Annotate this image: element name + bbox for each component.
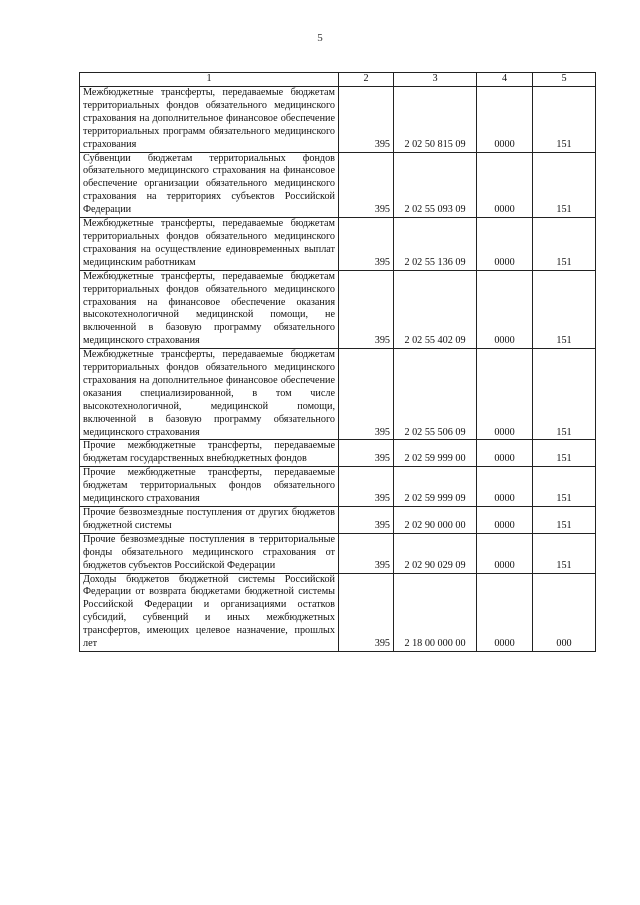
row-admin-code: 395	[339, 533, 394, 573]
row-kosgu-code: 151	[533, 218, 596, 271]
row-kosgu-code: 151	[533, 270, 596, 348]
header-cell-3: 3	[394, 73, 477, 87]
table-row	[80, 349, 596, 440]
row-admin-code: 395	[339, 440, 394, 467]
row-admin-code: 395	[339, 152, 394, 218]
row-admin-code: 395	[339, 349, 394, 440]
table-row	[80, 533, 596, 573]
row-income-code: 2 02 90 029 09	[394, 533, 477, 573]
page-number: 5	[317, 32, 323, 44]
row-income-code: 2 02 55 506 09	[394, 349, 477, 440]
row-kosgu-code: 151	[533, 533, 596, 573]
row-admin-code: 395	[339, 218, 394, 271]
row-program-code: 0000	[477, 467, 533, 507]
row-program-code: 0000	[477, 533, 533, 573]
header-cell-2: 2	[339, 73, 394, 87]
table-header-row	[80, 73, 596, 87]
row-income-code: 2 02 50 815 09	[394, 87, 477, 153]
table-row	[80, 573, 596, 651]
row-name: Прочие безвозмездные поступления от других бюджетов бюджетной системы	[80, 507, 339, 534]
row-income-code: 2 02 55 093 09	[394, 152, 477, 218]
table-row	[80, 440, 596, 467]
row-name: Прочие межбюджетные трансферты, передаваемые бюджетам территориальных фондов обязательного медицинского страхования	[80, 467, 339, 507]
row-admin-code: 395	[339, 507, 394, 534]
row-name: Доходы бюджетов бюджетной системы Российской Федерации от возврата бюджетами бюджетной системы Российской Федерации и организациями остатков субсидий, субвенций и иных межбюджетных трансфертов, имеющих целевое назначение, прошлых лет	[80, 573, 339, 651]
row-name: Межбюджетные трансферты, передаваемые бюджетам территориальных фондов обязательного медицинского страхования на дополнительное финансовое обеспечение территориальных программ обязательного медицинского страхования	[80, 87, 339, 153]
row-income-code: 2 02 59 999 00	[394, 440, 477, 467]
row-income-code: 2 02 59 999 09	[394, 467, 477, 507]
row-program-code: 0000	[477, 270, 533, 348]
row-program-code: 0000	[477, 573, 533, 651]
row-kosgu-code: 151	[533, 152, 596, 218]
row-name: Субвенции бюджетам территориальных фондов обязательного медицинского страхования на финансовое обеспечение организации обязательного медицинского страхования на территориях субъектов Российской Федерации	[80, 152, 339, 218]
row-program-code: 0000	[477, 218, 533, 271]
row-name: Межбюджетные трансферты, передаваемые бюджетам территориальных фондов обязательного медицинского страхования на финансовое обеспечение оказания высокотехнологичной медицинской помощи, не включенной в базовую программу обязательного медицинского страхования	[80, 270, 339, 348]
table-row	[80, 87, 596, 153]
row-income-code: 2 18 00 000 00	[394, 573, 477, 651]
row-program-code: 0000	[477, 152, 533, 218]
row-name: Прочие межбюджетные трансферты, передаваемые бюджетам государственных внебюджетных фондов	[80, 440, 339, 467]
row-income-code: 2 02 55 402 09	[394, 270, 477, 348]
row-kosgu-code: 151	[533, 467, 596, 507]
row-kosgu-code: 000	[533, 573, 596, 651]
table-row	[80, 467, 596, 507]
table-row	[80, 270, 596, 348]
row-admin-code: 395	[339, 270, 394, 348]
row-name: Межбюджетные трансферты, передаваемые бюджетам территориальных фондов обязательного медицинского страхования на осуществление единовременных выплат медицинским работникам	[80, 218, 339, 271]
header-cell-1: 1	[80, 73, 339, 87]
row-name: Межбюджетные трансферты, передаваемые бюджетам территориальных фондов обязательного медицинского страхования на дополнительное финансовое обеспечение оказания специализированной, в том числе высокотехнологичной, медицинской помощи, включенной в базовую программу обязательного медицинского страхования	[80, 349, 339, 440]
row-kosgu-code: 151	[533, 440, 596, 467]
row-program-code: 0000	[477, 440, 533, 467]
row-program-code: 0000	[477, 349, 533, 440]
row-income-code: 2 02 55 136 09	[394, 218, 477, 271]
row-program-code: 0000	[477, 507, 533, 534]
row-kosgu-code: 151	[533, 87, 596, 153]
table-row	[80, 218, 596, 271]
row-admin-code: 395	[339, 573, 394, 651]
row-income-code: 2 02 90 000 00	[394, 507, 477, 534]
table-row	[80, 507, 596, 534]
row-kosgu-code: 151	[533, 507, 596, 534]
row-admin-code: 395	[339, 87, 394, 153]
row-kosgu-code: 151	[533, 349, 596, 440]
row-program-code: 0000	[477, 87, 533, 153]
header-cell-4: 4	[477, 73, 533, 87]
budget-classification-table	[79, 72, 596, 652]
row-admin-code: 395	[339, 467, 394, 507]
header-cell-5: 5	[533, 73, 596, 87]
row-name: Прочие безвозмездные поступления в территориальные фонды обязательного медицинского страхования от бюджетов субъектов Российской Федерации	[80, 533, 339, 573]
table-row	[80, 152, 596, 218]
